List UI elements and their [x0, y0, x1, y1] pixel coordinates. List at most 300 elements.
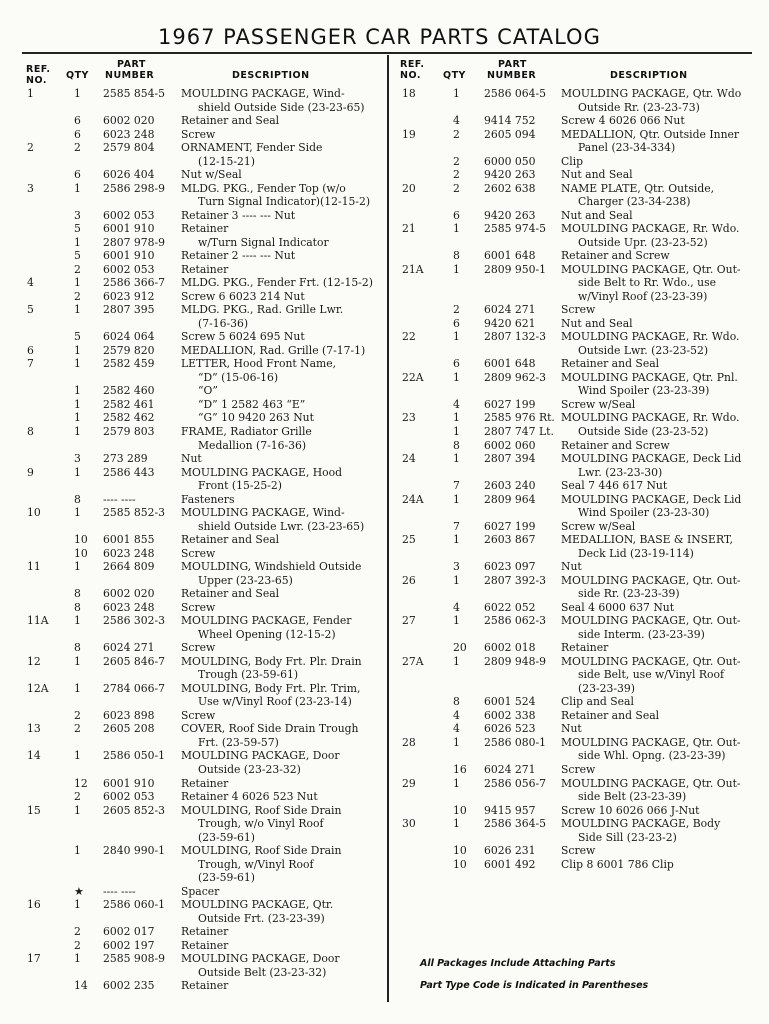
- part-number: 2605 094: [484, 127, 536, 141]
- part-number: ---- ----: [103, 492, 136, 506]
- part-number: 2586 062-3: [484, 614, 547, 628]
- parts-row: [0, 871, 769, 885]
- part-number: 2807 394: [484, 452, 536, 466]
- part-number: 6027 199: [484, 519, 536, 533]
- description: Screw: [561, 844, 596, 858]
- parts-row: [0, 182, 769, 196]
- ref-number: 24: [402, 452, 416, 466]
- part-number: 2605 852-3: [103, 803, 166, 817]
- parts-row: [0, 493, 769, 507]
- description: MLDG. PKG., Fender Frt. (12-15-2): [181, 276, 373, 290]
- quantity: 10: [453, 857, 467, 871]
- description: MOULDING PACKAGE, Rr. Wdo.: [561, 222, 740, 236]
- quantity: 3: [453, 560, 460, 574]
- part-number: 2585 974-5: [484, 222, 547, 236]
- parts-row: [0, 628, 769, 642]
- parts-row: [0, 249, 769, 263]
- quantity: 1: [453, 776, 460, 790]
- quantity: 1: [74, 506, 81, 520]
- header-ref-top-right: REF.: [400, 59, 425, 70]
- description: Clip and Seal: [561, 695, 634, 709]
- parts-row: [0, 898, 769, 912]
- quantity: 2: [74, 938, 81, 952]
- description: side Whl. Opng. (23-23-39): [578, 749, 726, 763]
- part-number: 2585 854-5: [103, 87, 166, 100]
- description: Seal 7 446 617 Nut: [561, 479, 668, 493]
- part-number: 2579 803: [103, 425, 155, 438]
- description: Spacer: [181, 884, 220, 898]
- part-number: 6001 524: [484, 695, 536, 709]
- parts-row: [0, 655, 769, 669]
- quantity: 12: [74, 776, 88, 790]
- footnote-part-type-code: Part Type Code is Indicated in Parentheses: [420, 980, 649, 991]
- parts-row: [0, 195, 769, 209]
- description: side Belt to Rr. Wdo., use: [578, 276, 717, 290]
- part-number: 2585 976 Rt.: [484, 411, 555, 425]
- quantity: 2: [74, 925, 81, 939]
- description: Turn Signal Indicator)(12-15-2): [198, 195, 371, 209]
- description: Screw: [561, 763, 596, 776]
- parts-row: [0, 749, 769, 763]
- parts-row: [0, 425, 769, 439]
- parts-row: [0, 574, 769, 588]
- description: Outside Frt. (23-23-39): [198, 911, 325, 925]
- description: MOULDING PACKAGE, Qtr.: [181, 898, 334, 912]
- ref-number: 20: [402, 181, 416, 195]
- quantity: 10: [453, 803, 467, 817]
- part-number: 6002 235: [103, 979, 155, 993]
- quantity: 3: [74, 208, 81, 222]
- header-part-top-right: PART: [498, 59, 527, 70]
- parts-row: [0, 979, 769, 993]
- quantity: 1: [74, 181, 81, 195]
- part-number: 6002 338: [484, 708, 536, 722]
- description: Retainer 4 6026 523 Nut: [181, 790, 318, 804]
- quantity: 1: [74, 803, 81, 817]
- description: Seal 4 6000 637 Nut: [561, 600, 675, 614]
- quantity: 1: [74, 397, 81, 411]
- part-number: 6023 248: [103, 127, 155, 141]
- description: MOULDING PACKAGE, Rr. Wdo.: [561, 330, 740, 344]
- ref-number: 27A: [402, 654, 424, 668]
- description: MLDG. PKG., Rad. Grille Lwr.: [181, 303, 344, 317]
- part-number: 2586 364-5: [484, 817, 547, 831]
- parts-row: [0, 939, 769, 953]
- description: Outside Lwr. (23-23-52): [578, 343, 709, 357]
- parts-row: [0, 276, 769, 290]
- part-number: 2840 990-1: [103, 844, 166, 858]
- part-number: 6002 017: [103, 925, 155, 939]
- part-number: 6023 248: [103, 600, 155, 614]
- quantity: 1: [74, 411, 81, 425]
- parts-row: [0, 736, 769, 750]
- part-number: 6022 052: [484, 600, 536, 614]
- description: MOULDING PACKAGE, Body: [561, 817, 721, 831]
- description: Retainer 2 ---- --- Nut: [181, 249, 296, 263]
- header-description-left: DESCRIPTION: [232, 70, 310, 81]
- part-number: 6002 020: [103, 587, 155, 601]
- description: MOULDING PACKAGE, Door: [181, 749, 340, 763]
- quantity: 2: [74, 141, 81, 155]
- parts-row: [0, 452, 769, 466]
- part-number: 6002 053: [103, 790, 155, 804]
- ref-number: 6: [27, 343, 34, 357]
- description: shield Outside Side (23-23-65): [198, 100, 365, 114]
- part-number: 273 289: [103, 452, 148, 466]
- part-number: 2605 208: [103, 722, 155, 736]
- description: MOULDING PACKAGE, Qtr. Pnl.: [561, 370, 738, 384]
- quantity: 1: [453, 452, 460, 466]
- parts-row: [0, 817, 769, 831]
- quantity: 1: [74, 844, 81, 858]
- quantity: 8: [74, 587, 81, 601]
- description: Trough, w/Vinyl Roof: [198, 857, 314, 871]
- description: Front (15-25-2): [198, 479, 282, 493]
- description: MOULDING PACKAGE, Hood: [181, 465, 343, 479]
- quantity: 8: [453, 438, 460, 452]
- description: Screw: [181, 600, 216, 614]
- part-number: 6002 018: [484, 641, 536, 655]
- description: Screw: [561, 303, 596, 317]
- quantity: 1: [74, 303, 81, 317]
- quantity: 1: [453, 735, 460, 749]
- part-number: 6002 053: [103, 208, 155, 222]
- part-number: 2586 302-3: [103, 614, 166, 628]
- part-number: 9414 752: [484, 114, 536, 128]
- description: MOULDING PACKAGE, Qtr. Out-: [561, 735, 741, 749]
- ref-number: 28: [402, 735, 416, 749]
- ref-number: 7: [27, 357, 34, 371]
- part-number: 2809 964: [484, 492, 536, 506]
- description: Retainer and Seal: [561, 708, 660, 722]
- description: MOULDING, Windshield Outside: [181, 560, 362, 574]
- part-number: 2586 056-7: [484, 776, 547, 790]
- description: Nut: [561, 560, 582, 574]
- description: Charger (23-34-238): [578, 195, 691, 209]
- description: MOULDING PACKAGE, Rr. Wdo.: [561, 411, 740, 425]
- part-number: 2809 950-1: [484, 262, 547, 276]
- parts-row: [0, 506, 769, 520]
- part-number: 6023 912: [103, 289, 155, 303]
- page-title: 1967 PASSENGER CAR PARTS CATALOG: [158, 25, 601, 49]
- description: (23-59-61): [198, 830, 255, 844]
- part-number: 2807 747 Lt.: [484, 425, 554, 438]
- description: Screw w/Seal: [561, 397, 636, 411]
- part-number: 2586 443: [103, 465, 155, 479]
- ref-number: 22A: [402, 370, 424, 384]
- part-number: 2807 978-9: [103, 235, 166, 249]
- quantity: 4: [453, 722, 460, 736]
- description: MOULDING PACKAGE, Fender: [181, 614, 352, 628]
- part-number: 6000 050: [484, 154, 536, 168]
- description: Panel (23-34-334): [578, 141, 676, 155]
- parts-row: [0, 398, 769, 412]
- ref-number: 22: [402, 330, 416, 344]
- ref-number: 26: [402, 573, 416, 587]
- parts-row: [0, 222, 769, 236]
- quantity: 1: [74, 235, 81, 249]
- ref-number: 9: [27, 465, 34, 479]
- quantity: 1: [74, 87, 81, 100]
- quantity: 1: [453, 492, 460, 506]
- part-number: 2579 820: [103, 343, 155, 357]
- quantity: 1: [453, 817, 460, 831]
- quantity: 8: [453, 249, 460, 263]
- quantity: 2: [74, 262, 81, 276]
- parts-row: [0, 168, 769, 182]
- description: Upper (23-23-65): [198, 573, 293, 587]
- ref-number: 16: [27, 898, 41, 912]
- part-number: 2586 060-1: [103, 898, 166, 912]
- parts-row: [0, 777, 769, 791]
- description: Nut: [561, 722, 582, 736]
- parts-row: [0, 601, 769, 615]
- part-number: 2807 132-3: [484, 330, 547, 344]
- description: (7-16-36): [198, 316, 249, 330]
- description: Side Sill (23-23-2): [578, 830, 677, 844]
- quantity: 2: [453, 127, 460, 141]
- ref-number: 8: [27, 425, 34, 438]
- part-number: 6001 648: [484, 249, 536, 263]
- parts-row: [0, 925, 769, 939]
- parts-row: [0, 682, 769, 696]
- description: MOULDING PACKAGE, Wind-: [181, 506, 345, 520]
- description: side Belt (23-23-39): [578, 790, 687, 804]
- quantity: 1: [74, 560, 81, 574]
- description: MOULDING PACKAGE, Qtr. Out-: [561, 614, 741, 628]
- part-number: 6023 097: [484, 560, 536, 574]
- quantity: 1: [453, 425, 460, 438]
- ref-number: 13: [27, 722, 41, 736]
- description: Retainer: [181, 979, 229, 993]
- description: MEDALLION, Rad. Grille (7-17-1): [181, 343, 366, 357]
- quantity: 6: [453, 357, 460, 371]
- quantity: 6: [453, 316, 460, 330]
- description: MOULDING PACKAGE, Qtr. Out-: [561, 654, 741, 668]
- header-part-bottom-left: NUMBER: [105, 70, 155, 81]
- part-number: 2582 459: [103, 357, 155, 371]
- ref-number: 21A: [402, 262, 424, 276]
- part-number: 2809 948-9: [484, 654, 547, 668]
- quantity: 1: [74, 465, 81, 479]
- ref-number: 21: [402, 222, 416, 236]
- part-number: 9420 263: [484, 208, 536, 222]
- parts-row: [0, 966, 769, 980]
- description: MOULDING PACKAGE, Qtr. Out-: [561, 573, 741, 587]
- ref-number: 25: [402, 533, 416, 547]
- parts-row: [0, 804, 769, 818]
- part-number: 2586 366-7: [103, 276, 166, 290]
- part-number: 9420 263: [484, 168, 536, 182]
- quantity: 14: [74, 979, 88, 993]
- quantity: 1: [74, 425, 81, 438]
- description: Screw 5 6024 695 Nut: [181, 330, 305, 344]
- quantity: 1: [74, 614, 81, 628]
- part-number: 6001 855: [103, 533, 155, 547]
- description: Fasteners: [181, 492, 235, 506]
- parts-row: [0, 479, 769, 493]
- description: Outside (23-23-32): [198, 763, 301, 776]
- description: Retainer: [181, 925, 229, 939]
- quantity: 4: [453, 114, 460, 128]
- part-number: 2582 460: [103, 384, 155, 398]
- quantity: 6: [74, 127, 81, 141]
- ref-number: 5: [27, 303, 34, 317]
- description: “G” 10 9420 263 Nut: [198, 411, 314, 425]
- quantity: 2: [74, 722, 81, 736]
- parts-row: [0, 371, 769, 385]
- description: Retainer and Seal: [561, 357, 660, 371]
- description: Screw: [181, 127, 216, 141]
- parts-row: [0, 317, 769, 331]
- parts-row: [0, 290, 769, 304]
- quantity: 2: [453, 181, 460, 195]
- parts-row: [0, 330, 769, 344]
- quantity: 4: [453, 397, 460, 411]
- ref-number: 29: [402, 776, 416, 790]
- part-number: 6002 053: [103, 262, 155, 276]
- description: Nut and Seal: [561, 168, 633, 182]
- description: (23-59-61): [198, 871, 255, 885]
- parts-row: [0, 466, 769, 480]
- description: “D” 1 2582 463 “E”: [198, 397, 306, 411]
- parts-row: [0, 722, 769, 736]
- parts-row: [0, 952, 769, 966]
- parts-row: [0, 844, 769, 858]
- part-number: 6024 271: [103, 641, 155, 655]
- description: Screw: [181, 546, 216, 560]
- quantity: 1: [74, 343, 81, 357]
- quantity: 1: [453, 654, 460, 668]
- description: Trough (23-59-61): [198, 668, 299, 682]
- description: Outside Upr. (23-23-52): [578, 235, 708, 249]
- part-number: 6001 648: [484, 357, 536, 371]
- ref-number: 15: [27, 803, 41, 817]
- description: MOULDING PACKAGE, Deck Lid: [561, 492, 742, 506]
- ref-number: 1: [27, 87, 34, 100]
- quantity: 1: [74, 681, 81, 695]
- description: Retainer: [181, 938, 229, 952]
- part-number: 6024 064: [103, 330, 155, 344]
- quantity: 1: [453, 573, 460, 587]
- description: FRAME, Radiator Grille: [181, 425, 312, 438]
- description: Clip 8 6001 786 Clip: [561, 857, 674, 871]
- quantity: 2: [453, 303, 460, 317]
- part-number: 6024 271: [484, 763, 536, 776]
- quantity: 6: [453, 208, 460, 222]
- part-number: 6023 248: [103, 546, 155, 560]
- quantity: 3: [74, 452, 81, 466]
- description: side Rr. (23-23-39): [578, 587, 680, 601]
- description: ORNAMENT, Fender Side: [181, 141, 323, 155]
- description: Screw 4 6026 066 Nut: [561, 114, 685, 128]
- parts-row: [0, 344, 769, 358]
- description: MOULDING PACKAGE, Qtr. Out-: [561, 262, 741, 276]
- parts-row: [0, 641, 769, 655]
- parts-row: [0, 114, 769, 128]
- quantity: 4: [453, 708, 460, 722]
- quantity: 1: [74, 276, 81, 290]
- quantity: 7: [453, 479, 460, 493]
- description: Retainer: [181, 776, 229, 790]
- parts-row: [0, 101, 769, 115]
- description: NAME PLATE, Qtr. Outside,: [561, 181, 715, 195]
- header-ref-bottom-right: NO.: [400, 70, 421, 81]
- description: Deck Lid (23-19-114): [578, 546, 694, 560]
- part-number: 9415 957: [484, 803, 536, 817]
- quantity: 8: [74, 600, 81, 614]
- part-number: 2585 852-3: [103, 506, 166, 520]
- parts-row: [0, 439, 769, 453]
- header-part-bottom-right: NUMBER: [487, 70, 537, 81]
- description: (23-23-39): [578, 681, 635, 695]
- parts-row: [0, 141, 769, 155]
- description: Screw 6 6023 214 Nut: [181, 289, 305, 303]
- part-number: 6002 197: [103, 938, 155, 952]
- part-number: 2664 809: [103, 560, 155, 574]
- description: Nut and Seal: [561, 208, 633, 222]
- description: Outside Belt (23-23-32): [198, 965, 327, 979]
- description: MOULDING, Body Frt. Plr. Drain: [181, 654, 362, 668]
- ref-number: 12: [27, 654, 41, 668]
- parts-row: [0, 303, 769, 317]
- part-number: 6026 404: [103, 168, 155, 182]
- quantity: 8: [74, 492, 81, 506]
- description: MOULDING PACKAGE, Door: [181, 952, 340, 966]
- part-number: 6002 060: [484, 438, 536, 452]
- parts-row: [0, 357, 769, 371]
- ref-number: 23: [402, 411, 416, 425]
- quantity: 5: [74, 222, 81, 236]
- quantity: 2: [74, 790, 81, 804]
- part-number: 2603 867: [484, 533, 536, 547]
- quantity: 1: [74, 654, 81, 668]
- ref-number: 18: [402, 87, 416, 100]
- description: Retainer: [181, 262, 229, 276]
- ref-number: 11A: [27, 614, 49, 628]
- description: MOULDING PACKAGE, Qtr. Wdo: [561, 87, 742, 100]
- part-number: 2585 908-9: [103, 952, 166, 966]
- header-ref-top-left: REF.: [26, 64, 51, 75]
- description: MOULDING, Roof Side Drain: [181, 844, 342, 858]
- description: MOULDING PACKAGE, Deck Lid: [561, 452, 742, 466]
- description: MOULDING, Body Frt. Plr. Trim,: [181, 681, 361, 695]
- description: Retainer: [561, 641, 609, 655]
- parts-row: [0, 128, 769, 142]
- quantity: 1: [74, 384, 81, 398]
- part-number: 2784 066-7: [103, 681, 166, 695]
- description: Outside Side (23-23-52): [578, 425, 709, 438]
- parts-row: [0, 411, 769, 425]
- ref-number: 3: [27, 181, 34, 195]
- quantity: 1: [453, 222, 460, 236]
- description: Retainer and Screw: [561, 249, 670, 263]
- description: “O”: [198, 384, 218, 398]
- description: w/Vinyl Roof (23-23-39): [578, 289, 708, 303]
- ref-number: 17: [27, 952, 41, 966]
- description: Medallion (7-16-36): [198, 438, 307, 452]
- ref-number: 11: [27, 560, 41, 574]
- quantity: 1: [453, 533, 460, 547]
- description: LETTER, Hood Front Name,: [181, 357, 337, 371]
- header-qty-left: QTY: [66, 70, 89, 81]
- description: Trough, w/o Vinyl Roof: [198, 817, 324, 831]
- part-number: 2603 240: [484, 479, 536, 493]
- quantity: 1: [453, 262, 460, 276]
- quantity: 1: [453, 87, 460, 100]
- part-number: 6027 199: [484, 397, 536, 411]
- description: (12-15-21): [198, 154, 255, 168]
